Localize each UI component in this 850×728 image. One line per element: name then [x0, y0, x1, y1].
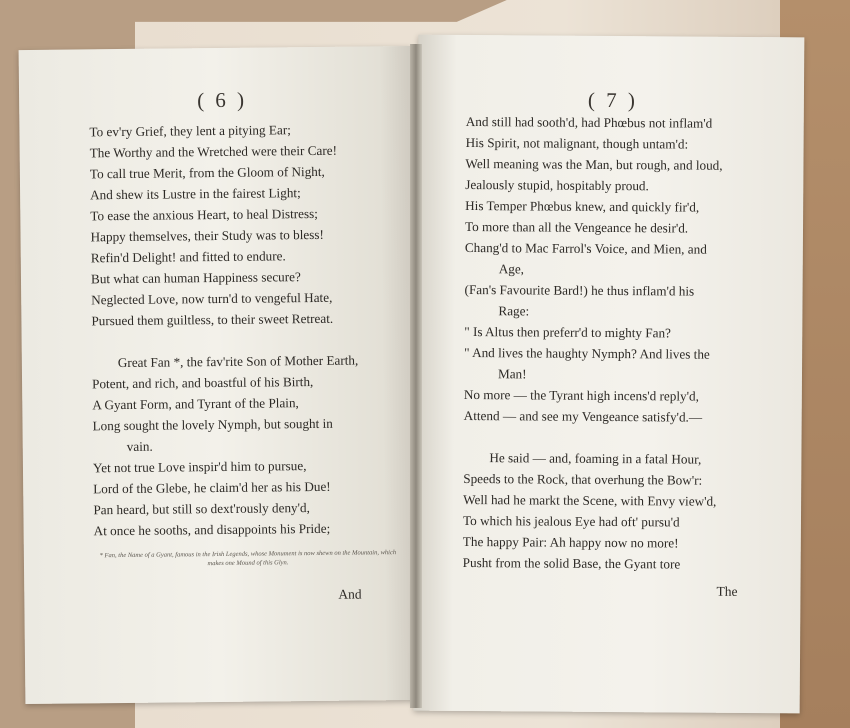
verse-line: Long sought the lovely Nymph, but sought in — [92, 415, 333, 434]
verse-line: Happy themselves, their Study was to bless! — [90, 226, 324, 245]
verse-line: Rage: — [498, 303, 530, 319]
verse-line: But what can human Happiness secure? — [90, 269, 301, 287]
verse-lines — [89, 118, 413, 541]
verse-line: Well had he markt the Scene, with Envy view'd, — [463, 491, 717, 509]
verse-line: Neglected Love, now turn'd to vengeful Hate, — [91, 289, 333, 308]
verse-line: Yet not true Love inspir'd him to pursue, — [92, 458, 307, 476]
verse-line: Attend — and see my Vengeance satisfy'd.— — [463, 407, 703, 425]
verse-line: Man! — [497, 366, 527, 382]
page-number: ( 7 ) — [587, 87, 638, 113]
verse-line: Chang'd to Mac Farrol's Voice, and Mien, and — [464, 239, 707, 257]
verse-line: To ease the anxious Heart, to heal Distress; — [90, 205, 318, 224]
verse-line: Pusht from the solid Base, the Gyant tore — [462, 554, 681, 572]
verse-line: To which his jealous Eye had oft' pursu'd — [462, 512, 680, 530]
verse-line: " Is Altus then preferr'd to mighty Fan? — [464, 323, 671, 341]
verse-line: Lord of the Glebe, he claim'd her as his Due! — [93, 478, 331, 497]
verse-line: To call true Merit, from the Gloom of Night, — [89, 163, 325, 182]
verse-line: Age, — [498, 261, 525, 277]
book-gutter — [410, 44, 422, 708]
verse-line: To more than all the Vengeance he desir'd. — [464, 218, 689, 236]
verse-line: Speeds to the Rock, that overhung the Bow'r: — [463, 470, 703, 488]
catchword: The — [716, 583, 738, 599]
verse-line: The Worthy and the Wretched were their Care! — [89, 142, 338, 161]
verse-line: Potent, and rich, and boastful of his Birth, — [92, 374, 314, 392]
verse-line: Pan heard, but still so dext'rously deny'd, — [93, 500, 310, 518]
footnote: * Fan, the Name of a Gyant, famous in the Irish Legends, whose Monument is now shewn on the Mountain, which makes one Mound of this Glyn. — [99, 549, 397, 568]
verse-line: To ev'ry Grief, they lent a pitying Ear; — [89, 122, 291, 140]
verse-line: His Spirit, not malignant, though untam'd: — [465, 134, 689, 152]
verse-lines — [463, 111, 796, 575]
verse-line: No more — the Tyrant high incens'd reply'd, — [463, 386, 699, 404]
verse-line: At once he sooths, and disappoints his Pride; — [93, 520, 331, 539]
page-number: ( 6 ) — [196, 87, 248, 113]
verse-line: Great Fan *, the fav'rite Son of Mother Earth, — [117, 352, 359, 371]
verse-line: The happy Pair: Ah happy now no more! — [462, 533, 679, 551]
verse-line: vain. — [126, 438, 153, 454]
left-page — [19, 46, 418, 704]
verse-line: Refin'd Delight! and fitted to endure. — [90, 248, 286, 266]
verse-line: And shew its Lustre in the fairest Light; — [90, 185, 301, 203]
verse-line: Well meaning was the Man, but rough, and loud, — [465, 155, 723, 173]
verse-line: Jealously stupid, hospitably proud. — [465, 176, 649, 194]
verse-line: And still had sooth'd, had Phœbus not inflam'd — [465, 113, 713, 131]
catchword: And — [338, 586, 362, 602]
verse-line: Pursued them guiltless, to their sweet Retreat. — [91, 310, 334, 329]
verse-line: A Gyant Form, and Tyrant of the Plain, — [92, 395, 299, 413]
verse-line: (Fan's Favourite Bard!) he thus inflam'd his — [464, 281, 695, 299]
stanza-break — [463, 426, 793, 449]
verse-line: His Temper Phœbus knew, and quickly fir'd, — [465, 197, 700, 215]
verse-line: " And lives the haughty Nymph? And lives the — [464, 344, 710, 362]
right-page — [414, 35, 805, 714]
verse-line: He said — and, foaming in a fatal Hour, — [489, 450, 702, 467]
